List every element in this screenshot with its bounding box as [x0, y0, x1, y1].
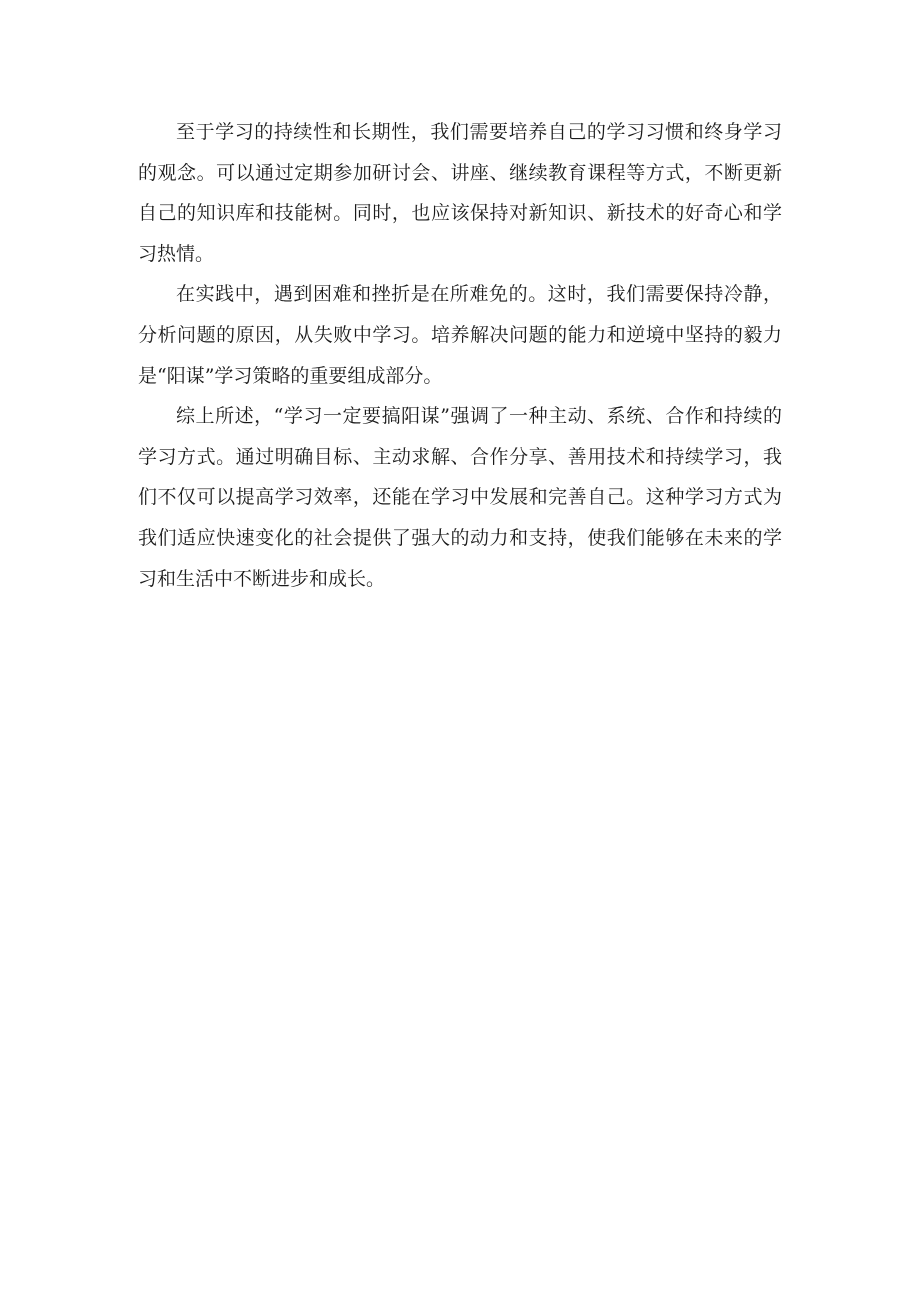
paragraph-continuous-learning: 至于学习的持续性和长期性，我们需要培养自己的学习习惯和终身学习的观念。可以通过定期参加研讨会、讲座、继续教育课程等方式，不断更新自己的知识库和技能树。同时，也应该保持对新知识、新技术的好奇心和学习热情。 [138, 121, 782, 265]
document-body [138, 112, 782, 599]
paragraph-conclusion: 综上所述，“学习一定要搞阳谋”强调了一种主动、系统、合作和持续的学习方式。通过明确目标、主动求解、合作分享、善用技术和持续学习，我们不仅可以提高学习效率，还能在学习中发展和完善自己。这种学习方式为我们适应快速变化的社会提供了强大的动力和支持，使我们能够在未来的学习和生活中不断进步和成长。 [138, 405, 782, 590]
paragraph-overcoming-difficulties: 在实践中，遇到困难和挫折是在所难免的。这时，我们需要保持冷静，分析问题的原因，从失败中学习。培养解决问题的能力和逆境中坚持的毅力是“阳谋”学习策略的重要组成部分。 [138, 283, 782, 387]
